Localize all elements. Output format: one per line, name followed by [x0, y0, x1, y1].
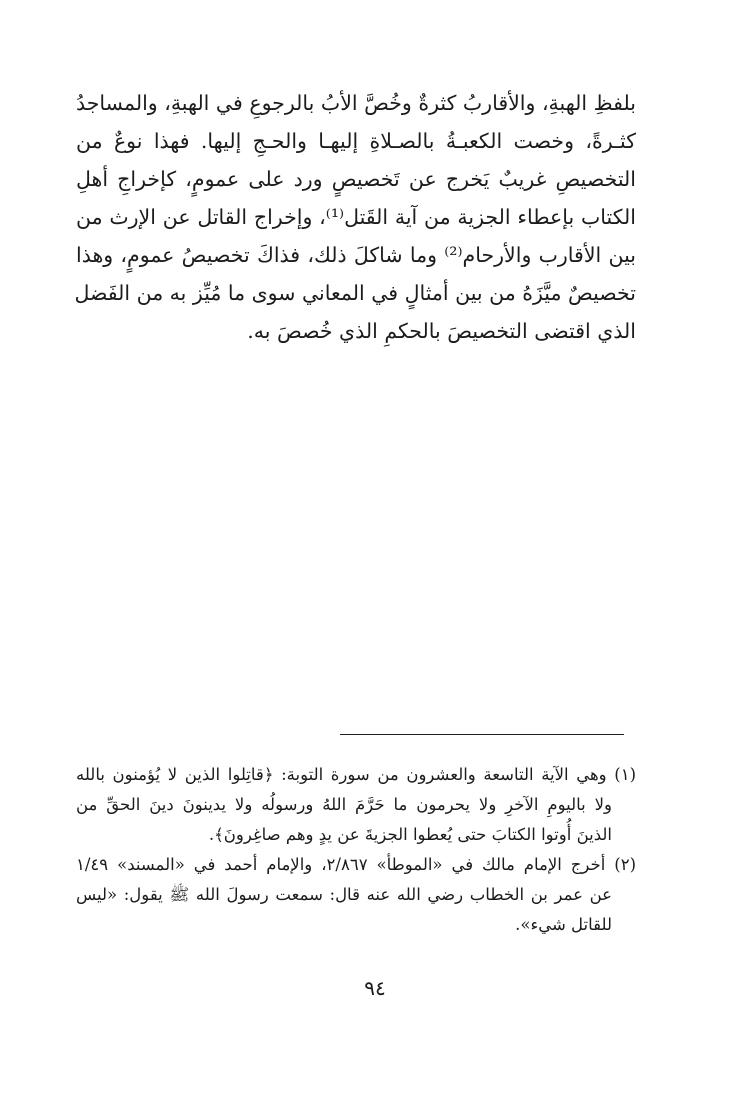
- main-text-line: الكتاب بإعطاء الجزية من آية القَتل⁽¹⁾، وإخراج القاتل عن الإرث من: [76, 205, 636, 229]
- main-text-block: [76, 84, 636, 350]
- main-text-line: التخصيصِ غريبٌ يَخرج عن تَخصيصٍ ورد على عمومٍ، كإخراجِ أهلِ: [76, 167, 636, 191]
- main-text-line: كثـرةً، وخصت الكعبـةُ بالصـلاةِ إليهـا والحـجِ إليها. فهذا نوعٌ من: [76, 129, 636, 153]
- main-text-line: الذي اقتضى التخصيصَ بالحكمِ الذي خُصصَ به.: [247, 319, 636, 343]
- footnote-line: ولا باليومِ الآخرِ ولا يحرمون ما حَرَّمَ اللهُ ورسولُه ولا يدينونَ دينَ الحقِّ من: [76, 795, 612, 814]
- footnote-line: (١) وهي الآية التاسعة والعشرون من سورة التوبة: ﴿قاتِلوا الذين لا يُؤمنون بالله: [76, 765, 636, 784]
- footnotes-block: [76, 760, 636, 940]
- page-number: ٩٤: [364, 976, 386, 1000]
- footnote-line: الذينَ أُوتوا الكتابَ حتى يُعطوا الجزيةَ عن يدٍ وهم صاغِرونَ﴾.: [208, 825, 612, 844]
- main-text-line: بلفظِ الهبةِ، والأقاربُ كثرةٌ وخُصَّ الأبُ بالرجوعِ في الهبةِ، والمساجدُ: [76, 91, 636, 115]
- footnote-separator-rule: [340, 734, 624, 735]
- footnote-line: عن عمر بن الخطاب رضي الله عنه قال: سمعت رسولَ الله ﷺ يقول: «ليس: [76, 885, 612, 904]
- main-text-line: بين الأقارب والأرحام⁽²⁾ وما شاكلَ ذلك، فذاكَ تخصيصُ عمومٍ، وهذا: [76, 243, 636, 267]
- footnote-line: (٢) أخرج الإمام مالك في «الموطأ» ٢/٨٦٧، والإمام أحمد في «المسند» ١/٤٩: [76, 855, 637, 874]
- main-text-line: تخصيصٌ ميَّزَهُ من بين أمثالٍ في المعاني سوى ما مُيِّز به من الفَضل: [74, 281, 636, 305]
- footnote-line: للقاتل شيء».: [515, 915, 612, 934]
